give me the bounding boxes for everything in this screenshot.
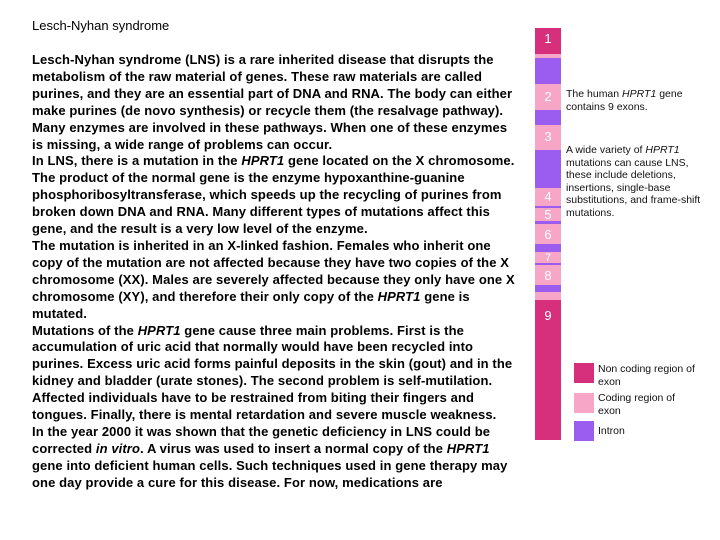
exon-label: 7: [544, 252, 552, 264]
exon-label: 5: [544, 207, 552, 222]
article-body: [32, 52, 520, 492]
exon-label: 6: [544, 227, 552, 242]
exon-label: 3: [544, 129, 552, 144]
italic-term: in vitro: [95, 440, 141, 456]
exon-label: 2: [544, 89, 552, 104]
gene-name: HPRT1: [645, 144, 680, 156]
page-title: Lesch-Nyhan syndrome: [32, 18, 170, 33]
exon-label: 4: [544, 189, 552, 204]
exon-count-annotation: [566, 88, 716, 113]
italic-term: HPRT1: [241, 153, 285, 169]
exon-label: 9: [544, 308, 552, 323]
exon-label: 1: [544, 31, 552, 46]
legend-label: Non coding region of exon: [598, 363, 695, 388]
annotation-text: The human: [566, 88, 623, 100]
mutation-annotation: [566, 144, 714, 219]
legend-swatch-coding: [574, 393, 594, 413]
gene-name: HPRT1: [622, 88, 657, 100]
paragraph: In LNS, there is a mutation in the HPRT1 gene located on the X chromosome. The product of the normal gene is the enzyme hypoxanthine-guanine phosphoribosyltransferase, which speeds up the recycling of purines from broken down DNA and RNA. Many different types of mutations affect this gene, and the result is a very low level of the enzyme.: [32, 153, 515, 237]
italic-term: HPRT1: [377, 288, 421, 304]
italic-term: HPRT1: [446, 440, 490, 456]
annotation-text: mutations can cause LNS, these include deletions, insertions, single-base substitutions, and frame-shift mutations.: [566, 156, 701, 219]
paragraph: Lesch-Nyhan syndrome (LNS) is a rare inherited disease that disrupts the metabolism of the raw material of genes. These raw materials are called purines, and they are an essential part of DNA and RNA. The body can either make purines (de novo synthesis) or recycle them (the resalvage pathway). Many enzymes are involved in these pathways. When one of these enzymes is missing, a wide range of problems can occur.: [32, 52, 513, 152]
legend-label: Intron: [598, 425, 625, 437]
exon-label: 8: [544, 268, 552, 283]
italic-term: HPRT1: [137, 322, 181, 338]
exon-1-coding: [535, 54, 561, 58]
legend-swatch-intron: [574, 421, 594, 441]
paragraph: The mutation is inherited in an X-linked fashion. Females who inherit one copy of the mutation are not affected because they have two copies of the X chromosome (XX). Males are severely affected because they only have one X chromosome (XY), and therefore their only copy of the HPRT1 gene is mutated.: [32, 237, 515, 321]
annotation-text: A wide variety of: [566, 144, 646, 156]
paragraph: In the year 2000 it was shown that the genetic deficiency in LNS could be corrected in vitro. A virus was used to insert a normal copy of the HPRT1 gene into deficient human cells. Such techniques used in gene therapy may one day provide a cure for this disease. For now, medications are: [32, 423, 508, 490]
paragraph: Mutations of the HPRT1 gene cause three main problems. First is the accumulation of uric acid that normally would have been recycled into purines. Excess uric acid forms painful deposits in the skin (gout) and in the kidney and bladder (urate stones). The second problem is self-mutilation. Affected individuals have to be restrained from biting their fingers and tongues. Finally, there is mental retardation and severe muscle weakness.: [32, 322, 513, 423]
annotation-text: gene contains 9 exons.: [566, 88, 683, 113]
legend-swatch-noncoding: [574, 363, 594, 383]
legend-label: Coding region of exon: [598, 392, 676, 417]
exon-9-coding: [535, 292, 561, 300]
